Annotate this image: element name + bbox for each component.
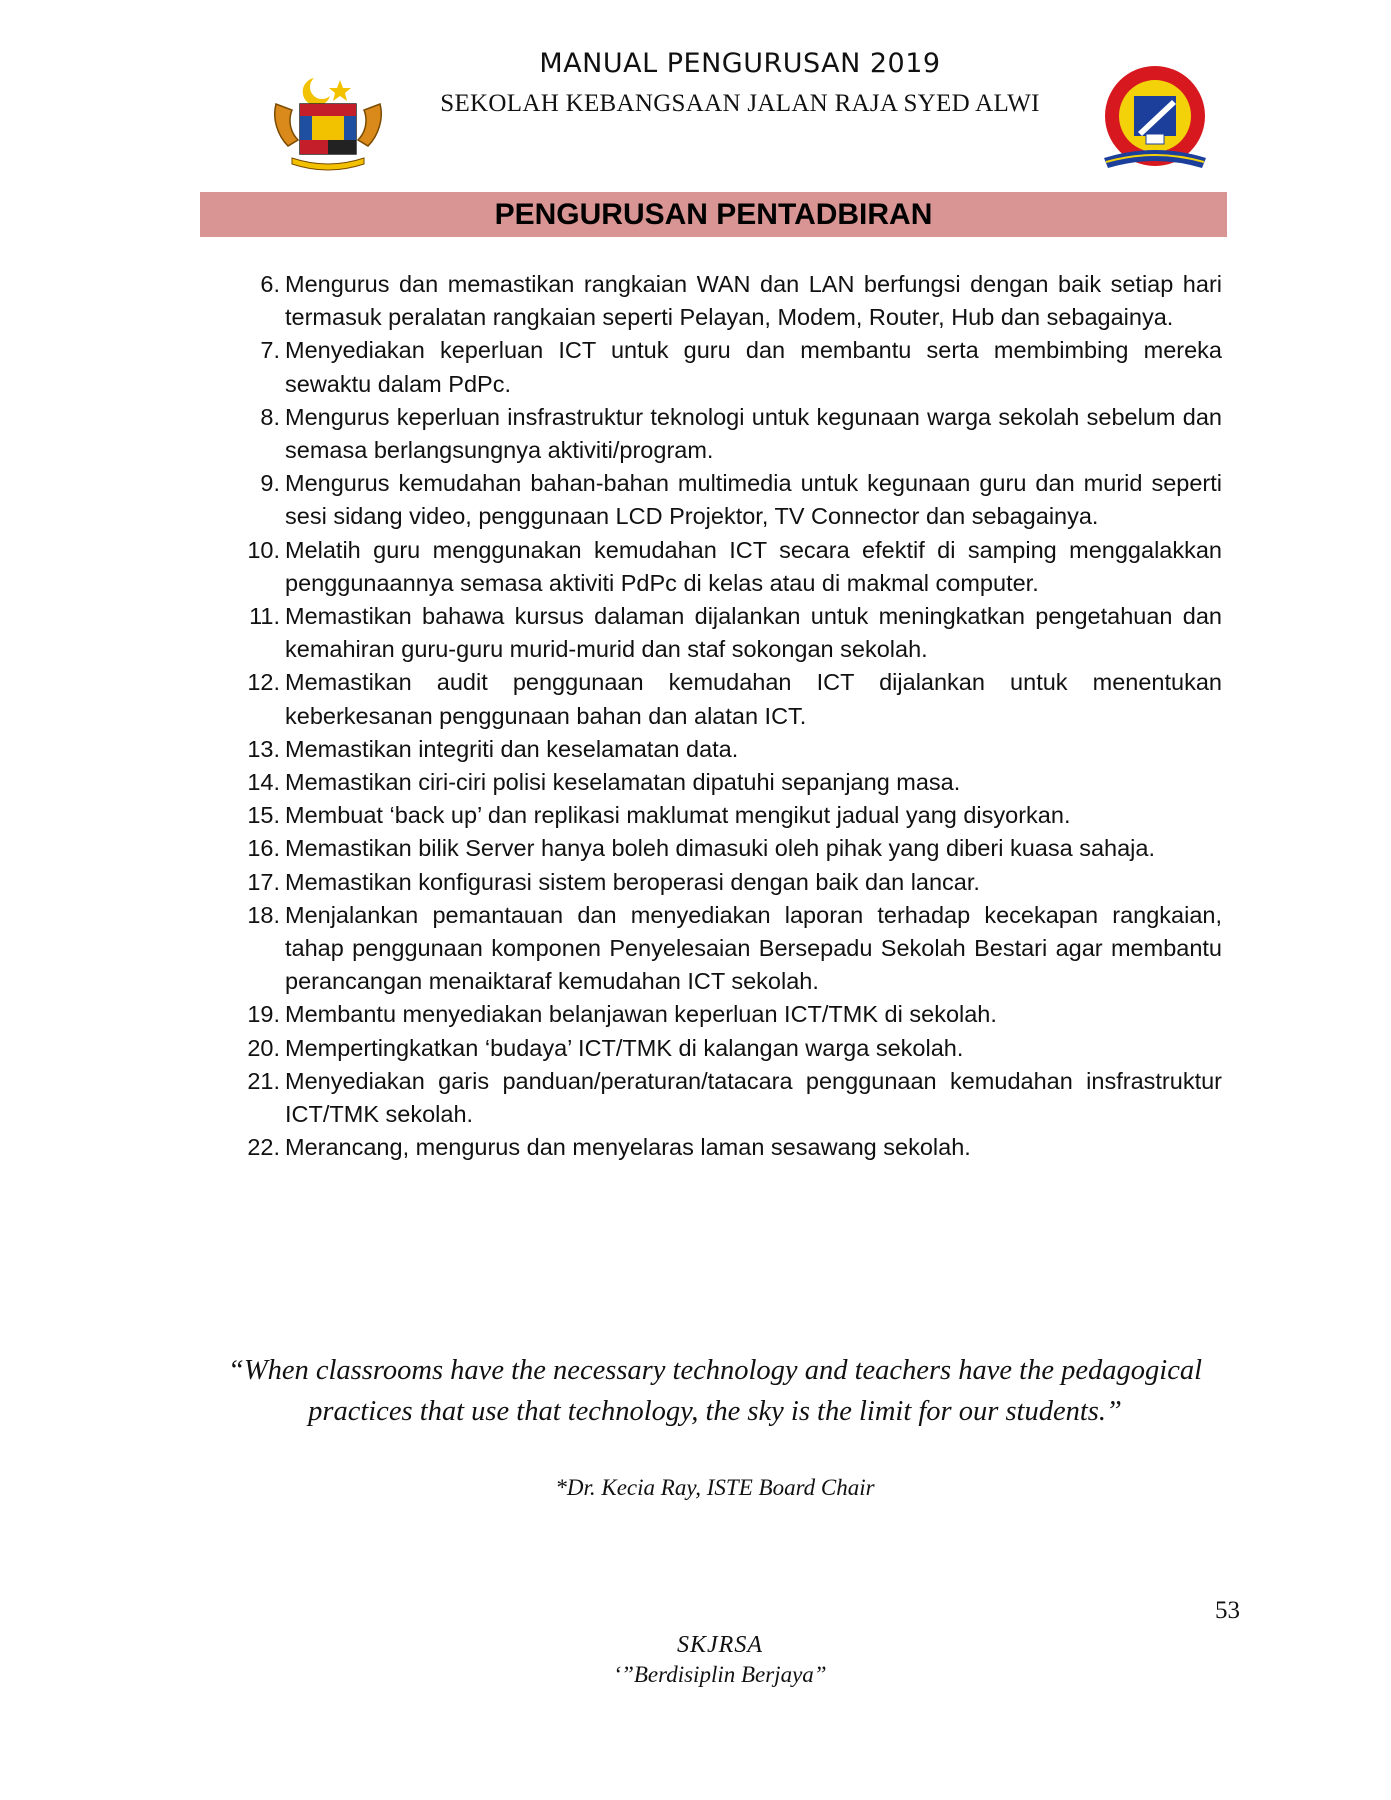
quote-line-1: “When classrooms have the necessary technology and teachers have the pedagogical — [227, 1355, 1203, 1386]
item-text: Menyediakan keperluan ICT untuk guru dan membantu serta membimbing mereka sewaktu dalam PdPc. — [285, 337, 1222, 397]
item-text: Membuat ‘back up’ dan replikasi maklumat mengikut jadual yang disyorkan. — [285, 802, 1071, 829]
item-text: Menjalankan pemantauan dan menyediakan laporan terhadap kecekapan rangkaian, tahap penggunaan komponen Penyelesaian Bersepadu Sekolah Bestari agar membantu perancangan menaiktaraf kemudahan ICT sekolah. — [285, 901, 1222, 995]
item-text: Mempertingkatkan ‘budaya’ ICT/TMK di kalangan warga sekolah. — [285, 1034, 964, 1061]
list-item — [240, 733, 1222, 766]
list-item — [240, 1131, 1222, 1164]
item-number: 17. — [247, 868, 280, 895]
item-text: Menyediakan garis panduan/peraturan/tatacara penggunaan kemudahan insfrastruktur ICT/TMK sekolah. — [285, 1067, 1222, 1128]
list-item — [240, 268, 1222, 334]
quote-author: *Dr. Kecia Ray, ISTE Board Chair — [555, 1475, 875, 1500]
list-item — [240, 334, 1222, 400]
list-item — [240, 534, 1222, 600]
quote-line-2: practices that use that technology, the sky is the limit for our students.” — [308, 1396, 1122, 1427]
item-number: 6. — [260, 271, 280, 297]
item-text: Mengurus kemudahan bahan-bahan multimedia untuk kegunaan guru dan murid seperti sesi sidang video, penggunaan LCD Projektor, TV Connector dan sebagainya. — [285, 470, 1222, 530]
item-number: 18. — [247, 901, 280, 928]
list-item — [240, 899, 1222, 999]
list-item — [240, 401, 1222, 467]
item-text: Mengurus keperluan insfrastruktur teknologi untuk kegunaan warga sekolah sebelum dan semasa berlangsungnya aktiviti/program. — [285, 403, 1222, 464]
list-item — [240, 467, 1222, 533]
list-item — [240, 866, 1222, 899]
quote-block — [220, 1350, 1210, 1432]
page-number: 53 — [1215, 1597, 1240, 1624]
footer-school-code: SKJRSA — [677, 1632, 763, 1658]
section-banner: PENGURUSAN PENTADBIRAN — [200, 192, 1227, 237]
item-number: 11. — [249, 603, 280, 630]
item-text: Memastikan audit penggunaan kemudahan ICT dijalankan untuk menentukan keberkesanan penggunaan bahan dan alatan ICT. — [285, 669, 1222, 729]
item-text: Melatih guru menggunakan kemudahan ICT secara efektif di samping menggalakkan penggunaannya semasa aktiviti PdPc di kelas atau di makmal computer. — [285, 536, 1222, 596]
duty-list — [240, 268, 1222, 1164]
item-number: 19. — [247, 1001, 280, 1028]
school-crest-icon — [1100, 62, 1210, 174]
item-text: Merancang, mengurus dan menyelaras laman sesawang sekolah. — [285, 1134, 971, 1161]
footer-motto: ‘”Berdisiplin Berjaya” — [613, 1662, 827, 1687]
item-text: Memastikan bahawa kursus dalaman dijalankan untuk meningkatkan pengetahuan dan kemahiran guru-guru murid-murid dan staf sokongan sekolah. — [285, 603, 1222, 663]
item-number: 22. — [247, 1134, 280, 1161]
list-item — [240, 832, 1222, 865]
malaysia-coat-of-arms-icon — [270, 74, 386, 172]
list-item — [240, 600, 1222, 666]
list-item — [240, 799, 1222, 832]
list-item — [240, 998, 1222, 1031]
item-number: 15. — [247, 802, 280, 829]
item-text: Mengurus dan memastikan rangkaian WAN dan LAN berfungsi dengan baik setiap hari termasuk peralatan rangkaian seperti Pelayan, Modem, Router, Hub dan sebagainya. — [285, 271, 1222, 331]
page-header — [0, 0, 1391, 190]
item-text: Membantu menyediakan belanjawan keperluan ICT/TMK di sekolah. — [285, 1001, 997, 1028]
list-item — [240, 766, 1222, 799]
item-number: 20. — [247, 1034, 280, 1061]
item-number: 12. — [247, 669, 280, 696]
list-item — [240, 1032, 1222, 1065]
item-number: 9. — [260, 470, 280, 497]
item-text: Memastikan bilik Server hanya boleh dimasuki oleh pihak yang diberi kuasa sahaja. — [285, 835, 1155, 862]
item-text: Memastikan ciri-ciri polisi keselamatan dipatuhi sepanjang masa. — [285, 769, 961, 796]
item-number: 10. — [247, 536, 280, 563]
list-item — [240, 1065, 1222, 1131]
manual-title: MANUAL PENGURUSAN 2019 — [539, 48, 941, 79]
item-number: 21. — [247, 1067, 280, 1094]
item-text: Memastikan integriti dan keselamatan data. — [285, 735, 739, 762]
item-number: 14. — [247, 769, 280, 796]
list-item — [240, 666, 1222, 732]
item-number: 16. — [247, 835, 280, 862]
item-number: 8. — [260, 403, 280, 430]
item-number: 13. — [247, 735, 280, 762]
item-number: 7. — [260, 337, 280, 364]
item-text: Memastikan konfigurasi sistem beroperasi dengan baik dan lancar. — [285, 868, 980, 895]
school-name: SEKOLAH KEBANGSAAN JALAN RAJA SYED ALWI — [440, 90, 1040, 117]
